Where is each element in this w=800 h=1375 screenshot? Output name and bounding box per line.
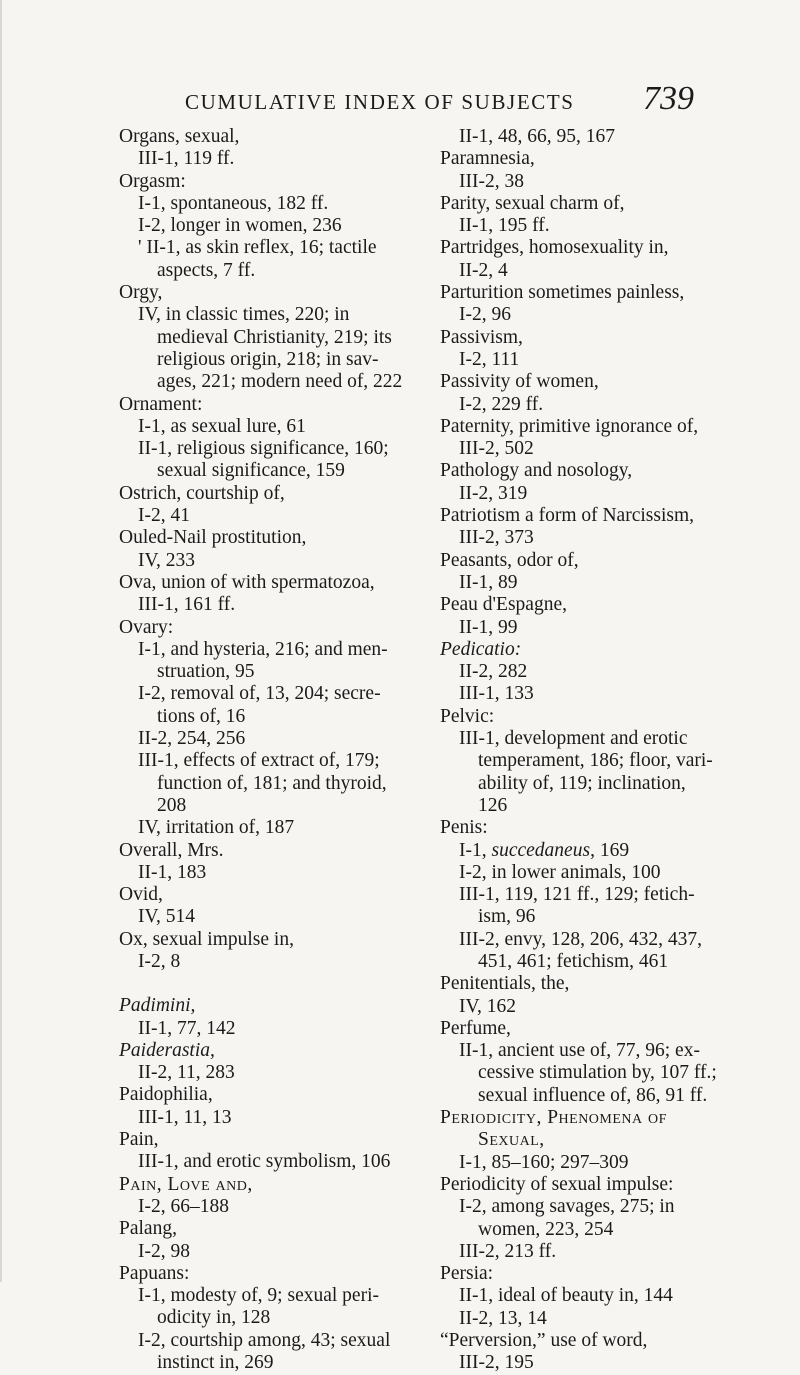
index-heading: Passivity of women,: [440, 371, 599, 393]
index-heading: Pain,: [119, 1129, 159, 1151]
index-column-left: [119, 126, 419, 1374]
index-heading: Perfume,: [440, 1017, 511, 1039]
index-subentry: ability of, 119; inclination,: [478, 772, 686, 794]
index-subentry: III-2, 195: [459, 1352, 534, 1374]
index-heading: Pedicatio:: [440, 638, 522, 660]
index-heading: Pelvic:: [440, 705, 495, 727]
index-heading: Paidophilia,: [119, 1084, 213, 1106]
index-subentry: function of, 181; and thyroid,: [157, 772, 387, 794]
index-heading: Ovid,: [119, 884, 163, 906]
index-heading: Partridges, homosexuality in,: [440, 237, 669, 259]
index-subentry: III-1, effects of extract of, 179;: [138, 750, 380, 772]
index-subentry: medieval Christianity, 219; its: [157, 326, 392, 348]
index-heading: Orgasm:: [119, 170, 186, 192]
index-subentry: I-1, modesty of, 9; sexual peri-: [138, 1285, 379, 1307]
index-subentry: II-1, ideal of beauty in, 144: [459, 1285, 673, 1307]
index-subentry: III-1, and erotic symbolism, 106: [138, 1151, 391, 1173]
index-heading: Pathology and nosology,: [440, 460, 633, 482]
index-subentry: 451, 461; fetichism, 461: [478, 950, 669, 972]
index-subentry: III-1, development and erotic: [459, 728, 688, 750]
index-heading: “Perversion,” use of word,: [440, 1330, 648, 1352]
index-subentry: 126: [478, 794, 508, 816]
index-heading: Parity, sexual charm of,: [440, 192, 625, 214]
index-subentry: II-1, 89: [459, 571, 518, 593]
index-subentry: I-2, 41: [138, 505, 190, 527]
index-subentry: II-1, 99: [459, 616, 518, 638]
index-heading: Paiderastia,: [119, 1039, 215, 1061]
index-subentry: instinct in, 269: [157, 1352, 274, 1374]
index-subentry: III-2, 38: [459, 170, 524, 192]
index-heading: Patriotism a form of Narcissism,: [440, 505, 695, 527]
running-header: [0, 80, 800, 124]
running-title: CUMULATIVE INDEX OF SUBJECTS: [185, 90, 575, 114]
index-subentry: III-2, 502: [459, 438, 534, 460]
index-subentry: I-2, 96: [459, 304, 511, 326]
index-subentry: I-2, courtship among, 43; sexual: [138, 1329, 391, 1351]
index-subentry: temperament, 186; floor, vari-: [478, 750, 713, 772]
index-heading: Parturition sometimes painless,: [440, 282, 685, 304]
index-subentry: II-1, 48, 66, 95, 167: [459, 126, 615, 147]
index-heading: Ostrich, courtship of,: [119, 482, 285, 504]
index-heading: Persia:: [440, 1263, 494, 1285]
index-subentry: I-1, spontaneous, 182 ff.: [138, 192, 329, 214]
index-subentry: Sexual,: [478, 1129, 545, 1151]
index-subentry: 208: [157, 794, 187, 816]
index-subentry: II-2, 11, 283: [138, 1062, 235, 1084]
index-subentry: I-1, succedaneus, 169: [459, 839, 630, 861]
index-subentry: ages, 221; modern need of, 222: [157, 371, 403, 393]
index-subentry: I-2, removal of, 13, 204; secre-: [138, 683, 381, 705]
index-subentry: I-2, 98: [138, 1240, 190, 1262]
section-gap: [119, 973, 419, 995]
index-subentry: ism, 96: [478, 906, 536, 928]
index-heading: Ox, sexual impulse in,: [119, 928, 294, 950]
index-heading: Peasants, odor of,: [440, 549, 579, 571]
index-subentry: I-2, 229 ff.: [459, 393, 544, 415]
index-subentry: odicity in, 128: [157, 1307, 271, 1329]
index-subentry: III-2, 373: [459, 527, 534, 549]
index-subentry: aspects, 7 ff.: [157, 259, 256, 281]
index-subentry: II-1, 77, 142: [138, 1017, 236, 1039]
index-subentry: I-1, and hysteria, 216; and men-: [138, 638, 388, 660]
index-subentry: IV, in classic times, 220; in: [138, 304, 350, 326]
index-subentry: struation, 95: [157, 661, 255, 683]
index-subentry: II-1, ancient use of, 77, 96; ex-: [459, 1040, 700, 1062]
index-subentry: sexual influence of, 86, 91 ff.: [478, 1084, 708, 1106]
index-heading: Ova, union of with spermatozoa,: [119, 571, 375, 593]
index-subentry: I-2, 8: [138, 950, 181, 972]
index-subentry: IV, 233: [138, 549, 196, 571]
index-subentry: I-2, longer in women, 236: [138, 215, 342, 237]
page-edge-shadow: [0, 0, 2, 1282]
index-heading: Ovary:: [119, 616, 174, 638]
index-heading: Palang,: [119, 1218, 177, 1240]
index-subentry: IV, 514: [138, 906, 196, 928]
index-subentry: I-2, 66–188: [138, 1195, 229, 1217]
index-subentry: I-2, among savages, 275; in: [459, 1196, 675, 1218]
index-subentry: III-2, 213 ff.: [459, 1240, 557, 1262]
index-heading: Paramnesia,: [440, 148, 535, 170]
index-heading: Penis:: [440, 817, 488, 839]
index-subentry: I-1, 85–160; 297–309: [459, 1151, 629, 1173]
index-heading: Pain, Love and,: [119, 1173, 253, 1195]
index-heading: Ornament:: [119, 393, 203, 415]
index-heading: Paternity, primitive ignorance of,: [440, 415, 699, 437]
index-heading: Orgy,: [119, 282, 163, 304]
index-subentry: IV, 162: [459, 995, 517, 1017]
index-heading: Peau d'Espagne,: [440, 594, 567, 616]
index-subentry: III-1, 161 ff.: [138, 594, 236, 616]
index-subentry: II-2, 13, 14: [459, 1307, 547, 1329]
index-subentry: II-2, 282: [459, 661, 528, 683]
index-subentry: II-1, 195 ff.: [459, 215, 550, 237]
index-subentry: III-1, 133: [459, 683, 534, 705]
index-subentry: II-2, 254, 256: [138, 728, 246, 750]
index-subentry: tions of, 16: [157, 705, 246, 727]
index-subentry: III-1, 119, 121 ff., 129; fetich-: [459, 884, 695, 906]
index-subentry: I-2, in lower animals, 100: [459, 861, 661, 883]
index-heading: Periodicity, Phenomena of: [440, 1107, 667, 1129]
index-subentry: women, 223, 254: [478, 1218, 614, 1240]
index-subentry: III-1, 11, 13: [138, 1106, 232, 1128]
italic-term: succedaneus: [491, 839, 591, 861]
index-subentry: II-2, 319: [459, 482, 528, 504]
index-heading: Penitentials, the,: [440, 973, 570, 995]
index-subentry: I-2, 111: [459, 348, 520, 370]
index-subentry: sexual significance, 159: [157, 460, 345, 482]
index-heading: Padimini,: [119, 995, 196, 1017]
index-subentry: ' II-1, as skin reflex, 16; tactile: [138, 237, 377, 259]
page-number: 739: [643, 80, 694, 117]
index-subentry: religious origin, 218; in sav-: [157, 348, 379, 370]
index-heading: Passivism,: [440, 326, 523, 348]
index-heading: Overall, Mrs.: [119, 839, 224, 861]
index-subentry: II-2, 4: [459, 259, 508, 281]
index-subentry: III-1, 119 ff.: [138, 148, 235, 170]
index-heading: Papuans:: [119, 1262, 190, 1284]
index-subentry: III-2, envy, 128, 206, 432, 437,: [459, 928, 702, 950]
index-heading: Periodicity of sexual impulse:: [440, 1173, 674, 1195]
index-heading: Organs, sexual,: [119, 126, 240, 147]
index-subentry: IV, irritation of, 187: [138, 817, 295, 839]
index-subentry: II-1, 183: [138, 861, 207, 883]
index-column-right: [440, 126, 715, 1375]
index-subentry: II-1, religious significance, 160;: [138, 438, 389, 460]
index-heading: Ouled-Nail prostitution,: [119, 527, 307, 549]
index-subentry: I-1, as sexual lure, 61: [138, 415, 306, 437]
index-subentry: cessive stimulation by, 107 ff.;: [478, 1062, 717, 1084]
